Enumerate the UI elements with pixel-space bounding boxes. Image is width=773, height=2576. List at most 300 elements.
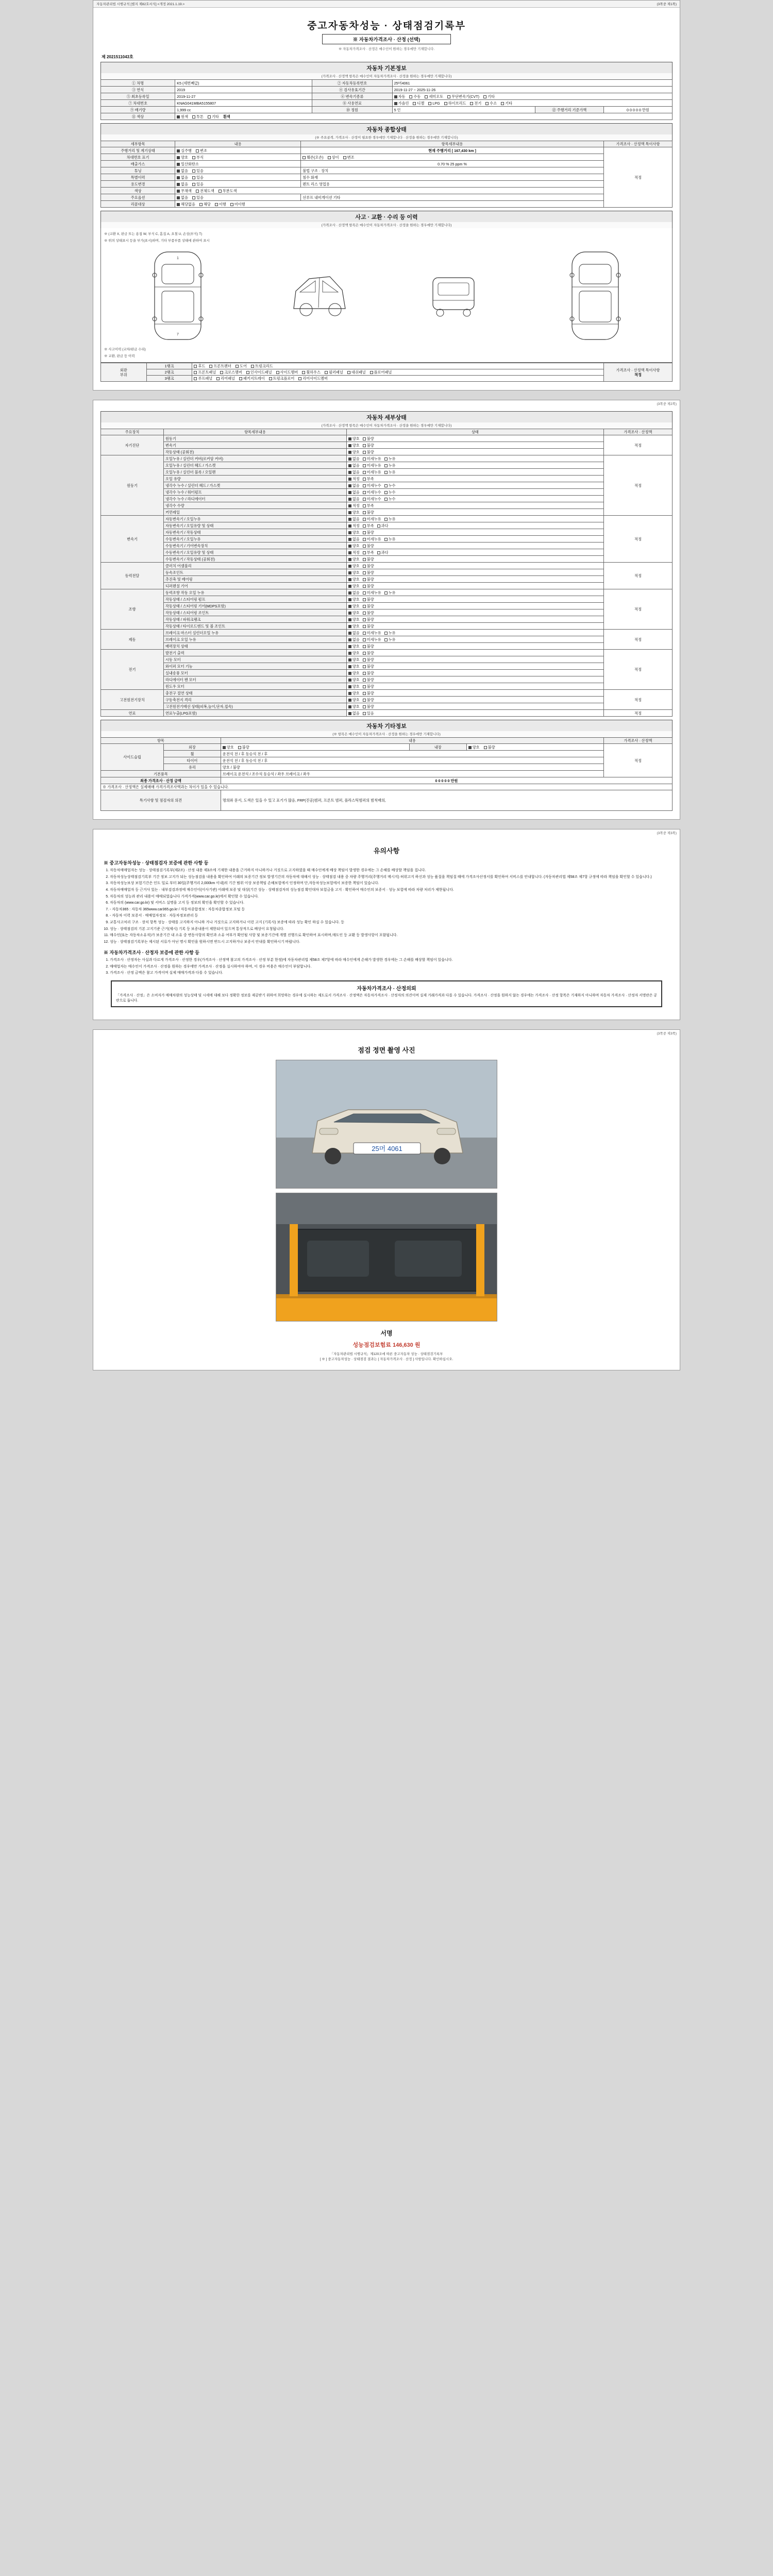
- checkbox-icon[interactable]: [348, 578, 351, 581]
- detail-item-options[interactable]: [346, 623, 603, 630]
- checkbox-icon[interactable]: [363, 451, 366, 454]
- checkbox-icon[interactable]: [363, 538, 366, 541]
- checkbox-icon[interactable]: [348, 551, 351, 554]
- detail-item-options[interactable]: [346, 522, 603, 529]
- checkbox-icon[interactable]: [485, 102, 489, 105]
- checkbox-icon[interactable]: [363, 692, 366, 695]
- checkbox-icon[interactable]: [348, 672, 351, 675]
- checkbox-icon[interactable]: [220, 371, 223, 374]
- detail-item-label: 충전구 절연 상태: [163, 690, 346, 697]
- detail-item-options[interactable]: [346, 589, 603, 596]
- checkbox-icon[interactable]: [363, 585, 366, 588]
- checkbox-icon[interactable]: [363, 518, 366, 521]
- checkbox-icon[interactable]: [363, 531, 366, 534]
- checkbox-icon[interactable]: [348, 511, 351, 514]
- detail-item-options[interactable]: [346, 442, 603, 449]
- checkbox-icon[interactable]: [363, 478, 366, 481]
- detail-item-options[interactable]: [346, 435, 603, 442]
- appraisal-request-title: 자동차가격조사 · 산정의뢰: [357, 986, 416, 992]
- checkbox-icon[interactable]: [363, 658, 366, 662]
- checkbox-icon[interactable]: [348, 558, 351, 561]
- checkbox-icon[interactable]: [413, 102, 416, 105]
- structure-items-2[interactable]: [192, 369, 603, 376]
- table-row: [101, 482, 673, 489]
- checkbox-icon[interactable]: [363, 672, 366, 675]
- checkbox-icon[interactable]: [428, 102, 431, 105]
- checkbox-icon[interactable]: [363, 457, 366, 461]
- checkbox-icon[interactable]: [394, 95, 397, 98]
- detail-item-options[interactable]: [346, 502, 603, 509]
- opt-label: 양호: [352, 643, 360, 649]
- detail-item-options[interactable]: [346, 496, 603, 502]
- checkbox-icon[interactable]: [384, 464, 388, 467]
- detail-item-options[interactable]: [346, 663, 603, 670]
- checkbox-icon[interactable]: [348, 652, 351, 655]
- checkbox-icon[interactable]: [363, 665, 366, 668]
- opt-label: 부족: [366, 523, 374, 528]
- table-row: [101, 583, 673, 589]
- vehicle-front-photo-illustration: [276, 1060, 497, 1189]
- detail-item-label: 윈도우 모터: [163, 683, 346, 690]
- detail-item-options[interactable]: [346, 697, 603, 703]
- opt-label: 있음: [196, 181, 204, 187]
- checkbox-icon[interactable]: [348, 632, 351, 635]
- checkbox-icon[interactable]: [363, 591, 366, 595]
- checkbox-icon[interactable]: [363, 679, 366, 682]
- detail-item-options[interactable]: [346, 455, 603, 462]
- opt-label: 과다: [381, 523, 389, 528]
- opt-label: 양호: [352, 597, 360, 602]
- checkbox-icon[interactable]: [363, 638, 366, 641]
- notice-1-item: 3. 자동차성능보상 보험기간은 인도 일로 부터 30일(주행거리 2,000km 이내)의 기간 범위 이상 보증책임 손해보험에서 인정하며 단,자동차성능보험에서 보증한 책임이 있습니다.: [110, 881, 673, 886]
- detail-item-options[interactable]: [346, 569, 603, 576]
- detail-group-note-5: 적정: [603, 630, 672, 650]
- checkbox-icon[interactable]: [348, 685, 351, 688]
- opt-label: 트렁크리드: [255, 364, 273, 368]
- checkbox-icon[interactable]: [216, 377, 220, 380]
- detail-item-options[interactable]: [346, 636, 603, 643]
- other-row-0-r2v[interactable]: 양호 불량: [466, 744, 603, 751]
- checkbox-icon[interactable]: [384, 518, 388, 521]
- checkbox-icon[interactable]: [348, 612, 351, 615]
- checkbox-icon[interactable]: [484, 746, 487, 749]
- checkbox-icon[interactable]: [468, 746, 472, 749]
- accident-diagram-area: [100, 228, 673, 363]
- checkbox-icon[interactable]: [348, 692, 351, 695]
- checkbox-icon[interactable]: [348, 451, 351, 454]
- checkbox-icon[interactable]: [384, 638, 388, 641]
- opt-label: 불량: [366, 577, 374, 582]
- form-reference-note: 자동차관리법 시행규칙 [별지 제82호서식] <개정 2021.1.19.>: [96, 3, 185, 6]
- overall-row-5-opts[interactable]: [175, 181, 301, 188]
- detail-band-sub: (가격조사 · 산정액 항목은 매수인이 자동차가격조사 · 산정을 원하는 경우에만 기재합니다): [100, 422, 673, 429]
- checkbox-icon[interactable]: [348, 605, 351, 608]
- other-basic-value: 브레이크 운전석 / 조수석 동승석 / 좌우 브레이크 / 좌우: [221, 771, 603, 777]
- overall-row-0-opts[interactable]: [175, 147, 301, 154]
- checkbox-icon[interactable]: [348, 545, 351, 548]
- opt-label: 없음: [352, 516, 360, 521]
- checkbox-icon[interactable]: [447, 95, 450, 98]
- checkbox-icon[interactable]: [363, 598, 366, 601]
- opt-label: 없음: [181, 181, 189, 187]
- checkbox-icon[interactable]: [363, 685, 366, 688]
- checkbox-icon[interactable]: [348, 531, 351, 534]
- checkbox-icon[interactable]: [363, 632, 366, 635]
- checkbox-icon[interactable]: [236, 365, 239, 368]
- detail-item-options[interactable]: [346, 509, 603, 516]
- checkbox-icon[interactable]: [363, 545, 366, 548]
- detail-item-options[interactable]: [346, 462, 603, 469]
- overall-row-6-opts[interactable]: [175, 188, 604, 194]
- color-options[interactable]: [175, 113, 673, 120]
- checkbox-icon[interactable]: [177, 196, 180, 199]
- checkbox-icon[interactable]: [343, 156, 346, 159]
- checkbox-icon[interactable]: [363, 578, 366, 581]
- checkbox-icon[interactable]: [363, 498, 366, 501]
- checkbox-icon[interactable]: [363, 558, 366, 561]
- detail-item-options[interactable]: [346, 476, 603, 482]
- checkbox-icon[interactable]: [348, 538, 351, 541]
- checkbox-icon[interactable]: [199, 203, 203, 206]
- checkbox-icon[interactable]: [394, 102, 397, 105]
- opt-label: 전체도색: [200, 188, 214, 193]
- other-band: 자동차 기타정보: [100, 720, 673, 731]
- checkbox-icon[interactable]: [363, 511, 366, 514]
- opt-label: 이행: [219, 201, 226, 207]
- other-row-0-v[interactable]: 양호 불량: [221, 744, 409, 751]
- checkbox-icon[interactable]: [192, 176, 195, 179]
- checkbox-icon[interactable]: [348, 712, 351, 715]
- detail-item-options[interactable]: [346, 482, 603, 489]
- detail-item-options[interactable]: [346, 469, 603, 476]
- basic-label-4: ④ 검사유효기간: [312, 87, 392, 93]
- checkbox-icon[interactable]: [363, 612, 366, 615]
- checkbox-icon[interactable]: [302, 371, 305, 374]
- checkbox-icon[interactable]: [363, 645, 366, 648]
- checkbox-icon[interactable]: [348, 638, 351, 641]
- detail-item-options[interactable]: [346, 449, 603, 455]
- page-title: 중고자동차성능 · 상태점검기록부: [307, 21, 466, 31]
- detail-item-options[interactable]: [346, 656, 603, 663]
- opt-label: 불량: [366, 570, 374, 575]
- checkbox-icon[interactable]: [239, 377, 242, 380]
- detail-item-label: 오일누유 / 실린더 커버(로커암 커버): [163, 455, 346, 462]
- detail-item-options[interactable]: [346, 609, 603, 616]
- table-row: [101, 690, 673, 697]
- checkbox-icon[interactable]: [208, 115, 211, 118]
- opt-label: 없음: [181, 168, 189, 173]
- checkbox-icon[interactable]: [177, 176, 180, 179]
- checkbox-icon[interactable]: [192, 183, 195, 186]
- checkbox-icon[interactable]: [348, 478, 351, 481]
- checkbox-icon[interactable]: [177, 149, 180, 152]
- checkbox-icon[interactable]: [384, 457, 388, 461]
- opt-label: 불량: [366, 684, 374, 689]
- page-4-corner-note: (3쪽중 제3쪽): [657, 1031, 677, 1036]
- detail-item-options[interactable]: [346, 616, 603, 623]
- overall-row-8-opts[interactable]: [175, 201, 604, 208]
- opt-label: 없음: [181, 175, 189, 180]
- structure-items-1[interactable]: [192, 363, 603, 369]
- checkbox-icon[interactable]: [348, 471, 351, 474]
- checkbox-icon[interactable]: [384, 491, 388, 494]
- detail-item-label: 냉각수 수량: [163, 502, 346, 509]
- checkbox-icon[interactable]: [219, 190, 222, 193]
- checkbox-icon[interactable]: [192, 156, 195, 159]
- checkbox-icon[interactable]: [384, 538, 388, 541]
- checkbox-icon[interactable]: [384, 498, 388, 501]
- table-row: [101, 489, 673, 496]
- detail-item-label: 와이퍼 모터 기능: [163, 663, 346, 670]
- checkbox-icon[interactable]: [348, 699, 351, 702]
- detail-item-options[interactable]: [346, 670, 603, 676]
- color-value: 흰색: [223, 114, 230, 119]
- checkbox-icon[interactable]: [348, 491, 351, 494]
- checkbox-icon[interactable]: [348, 484, 351, 487]
- overall-row-1-opts[interactable]: [175, 154, 301, 161]
- basic-label-5: ⑤ 최초등록일: [101, 93, 175, 100]
- opt-label: 없음: [352, 590, 360, 595]
- checkbox-icon[interactable]: [177, 183, 180, 186]
- checkbox-icon[interactable]: [196, 149, 199, 152]
- page-4: [93, 1029, 680, 1371]
- checkbox-icon[interactable]: [384, 632, 388, 635]
- table-row: [101, 188, 673, 194]
- checkbox-icon[interactable]: [348, 665, 351, 668]
- detail-item-options[interactable]: [346, 549, 603, 556]
- opt-label: 없음: [352, 710, 360, 716]
- table-row: [101, 744, 673, 751]
- detail-item-options[interactable]: [346, 529, 603, 536]
- checkbox-icon[interactable]: [425, 95, 428, 98]
- checkbox-icon[interactable]: [348, 504, 351, 507]
- checkbox-icon[interactable]: [347, 371, 350, 374]
- checkbox-icon[interactable]: [348, 585, 351, 588]
- notice-list-1: [110, 868, 673, 945]
- checkbox-icon[interactable]: [348, 625, 351, 628]
- page-3-corner-note: (3쪽중 제3쪽): [657, 832, 677, 835]
- checkbox-icon[interactable]: [348, 645, 351, 648]
- checkbox-icon[interactable]: [177, 170, 180, 173]
- checkbox-icon[interactable]: [363, 471, 366, 474]
- checkbox-icon[interactable]: [269, 377, 272, 380]
- mileage-base-label: ⑫ 주행거리 기준가액: [535, 107, 603, 113]
- opt-label: 불량: [366, 623, 374, 629]
- transmission-options[interactable]: [392, 93, 672, 100]
- checkbox-icon[interactable]: [348, 571, 351, 574]
- checkbox-icon[interactable]: [363, 524, 366, 528]
- checkbox-icon[interactable]: [325, 371, 328, 374]
- checkbox-icon[interactable]: [194, 371, 197, 374]
- opt-label: 루프패널: [198, 376, 213, 381]
- checkbox-icon[interactable]: [384, 484, 388, 487]
- opt-label: 미이행: [234, 201, 245, 207]
- checkbox-icon[interactable]: [348, 518, 351, 521]
- checkbox-icon[interactable]: [246, 371, 249, 374]
- notice-title: 유의사항: [373, 847, 400, 855]
- checkbox-icon[interactable]: [348, 464, 351, 467]
- detail-item-options[interactable]: [346, 603, 603, 609]
- opt-label: 미세누유: [366, 637, 381, 642]
- detail-item-options[interactable]: [346, 583, 603, 589]
- checkbox-icon[interactable]: [348, 498, 351, 501]
- checkbox-icon[interactable]: [483, 95, 486, 98]
- checkbox-icon[interactable]: [363, 504, 366, 507]
- opt-label: 불량: [366, 617, 374, 622]
- checkbox-icon[interactable]: [384, 471, 388, 474]
- other-row-0-r2l: 내장: [409, 744, 466, 751]
- checkbox-icon[interactable]: [192, 115, 195, 118]
- checkbox-icon[interactable]: [363, 444, 366, 447]
- checkbox-icon[interactable]: [363, 625, 366, 628]
- table-row: [101, 462, 673, 469]
- checkbox-icon[interactable]: [328, 156, 331, 159]
- checkbox-icon[interactable]: [363, 705, 366, 708]
- checkbox-icon[interactable]: [363, 699, 366, 702]
- detail-item-options[interactable]: [346, 576, 603, 583]
- checkbox-icon[interactable]: [348, 437, 351, 440]
- opt-label: 세미오토: [429, 94, 444, 99]
- notice-1-item: 10. 성능 · 상태점검의 기본 고지기준 근거(제시) 기록 등 보증내용이 제한되어 있으며 통상적으로 배상이 요청됩니다.: [110, 927, 673, 932]
- checkbox-icon[interactable]: [363, 605, 366, 608]
- checkbox-icon[interactable]: [196, 190, 199, 193]
- overall-row-5-detail: 렌트 리스 영업용: [301, 181, 604, 188]
- checkbox-icon[interactable]: [177, 156, 180, 159]
- overall-row-4-opts[interactable]: [175, 174, 301, 181]
- checkbox-icon[interactable]: [363, 618, 366, 621]
- checkbox-icon[interactable]: [348, 524, 351, 528]
- checkbox-icon[interactable]: [177, 190, 180, 193]
- basic-value-1: K5 (세번째급): [175, 80, 312, 87]
- detail-item-label: 클러치 어셈블리: [163, 563, 346, 569]
- detail-item-options[interactable]: [346, 690, 603, 697]
- opt-label: 기타: [505, 100, 513, 106]
- checkbox-icon[interactable]: [377, 524, 380, 528]
- checkbox-icon[interactable]: [177, 115, 180, 118]
- overall-col-2: 항목세부내용: [301, 141, 604, 147]
- checkbox-icon[interactable]: [501, 102, 504, 105]
- checkbox-icon[interactable]: [363, 565, 366, 568]
- checkbox-icon[interactable]: [192, 170, 195, 173]
- detail-item-options[interactable]: [346, 556, 603, 563]
- checkbox-icon[interactable]: [194, 377, 197, 380]
- checkbox-icon[interactable]: [377, 551, 380, 554]
- table-row: [101, 596, 673, 603]
- checkbox-icon[interactable]: [192, 196, 195, 199]
- detail-item-options[interactable]: [346, 563, 603, 569]
- checkbox-icon[interactable]: [348, 565, 351, 568]
- overall-row-1-detail[interactable]: [301, 154, 604, 161]
- detail-item-options[interactable]: [346, 596, 603, 603]
- checkbox-icon[interactable]: [384, 591, 388, 595]
- detail-item-label: 라디에이터 팬 모터: [163, 676, 346, 683]
- checkbox-icon[interactable]: [348, 598, 351, 601]
- detail-item-options[interactable]: [346, 683, 603, 690]
- checkbox-icon[interactable]: [348, 658, 351, 662]
- checkbox-icon[interactable]: [444, 102, 447, 105]
- opt-label: 없음: [352, 469, 360, 474]
- detail-group-note-1: 적정: [603, 455, 672, 516]
- structure-items-3[interactable]: [192, 376, 603, 382]
- checkbox-icon[interactable]: [177, 163, 180, 166]
- checkbox-icon[interactable]: [223, 746, 226, 749]
- table-row: [101, 522, 673, 529]
- detail-item-label: 등속조인트: [163, 569, 346, 576]
- overall-row-2-opts[interactable]: [175, 161, 301, 167]
- detail-item-options[interactable]: [346, 703, 603, 710]
- opt-label: 가솔린: [398, 100, 409, 106]
- fuel-options[interactable]: [392, 100, 672, 107]
- overall-row-3-opts[interactable]: [175, 167, 301, 174]
- checkbox-icon[interactable]: [348, 618, 351, 621]
- basic-info-table: [100, 79, 673, 120]
- opt-label: 미세누수: [366, 483, 381, 488]
- checkbox-icon[interactable]: [209, 365, 212, 368]
- detail-item-options[interactable]: [346, 630, 603, 636]
- checkbox-icon[interactable]: [348, 591, 351, 595]
- opt-label: 자동: [398, 94, 406, 99]
- checkbox-icon[interactable]: [276, 371, 279, 374]
- opt-label: 프론트펜더: [213, 364, 232, 368]
- detail-item-options[interactable]: [346, 516, 603, 522]
- checkbox-icon[interactable]: [363, 491, 366, 494]
- table-row: [101, 609, 673, 616]
- checkbox-icon[interactable]: [238, 746, 241, 749]
- detail-item-options[interactable]: [346, 543, 603, 549]
- checkbox-icon[interactable]: [251, 365, 254, 368]
- checkbox-icon[interactable]: [298, 377, 301, 380]
- checkbox-icon[interactable]: [363, 652, 366, 655]
- detail-item-options[interactable]: [346, 643, 603, 650]
- detail-item-options[interactable]: [346, 536, 603, 543]
- opt-label: 불량: [366, 664, 374, 669]
- checkbox-icon[interactable]: [363, 712, 366, 715]
- final-price-note: ※ 가격조사 · 산정액은 실제매매 가격가격조사액과는 차이가 있을 수 있습니다.: [101, 784, 673, 790]
- checkbox-icon[interactable]: [470, 102, 473, 105]
- checkbox-icon[interactable]: [370, 371, 373, 374]
- detail-item-options[interactable]: [346, 489, 603, 496]
- opt-label: 후드: [198, 364, 206, 368]
- checkbox-icon[interactable]: [348, 457, 351, 461]
- opt-label: 디젤: [417, 100, 425, 106]
- checkbox-icon[interactable]: [363, 484, 366, 487]
- detail-item-options[interactable]: [346, 650, 603, 656]
- table-row: [101, 455, 673, 462]
- checkbox-icon[interactable]: [215, 203, 218, 206]
- opt-label: 누수: [388, 496, 396, 501]
- detail-item-options[interactable]: [346, 710, 603, 717]
- checkbox-icon[interactable]: [363, 551, 366, 554]
- checkbox-icon[interactable]: [303, 156, 306, 159]
- checkbox-icon[interactable]: [194, 365, 197, 368]
- checkbox-icon[interactable]: [177, 203, 180, 206]
- inspection-fee: [100, 1341, 673, 1349]
- checkbox-icon[interactable]: [363, 464, 366, 467]
- detail-item-options[interactable]: [346, 676, 603, 683]
- checkbox-icon[interactable]: [348, 679, 351, 682]
- table-row: [101, 100, 673, 107]
- checkbox-icon[interactable]: [348, 705, 351, 708]
- checkbox-icon[interactable]: [409, 95, 412, 98]
- detail-item-label: 수동변속기 / 작동상태 (공회전): [163, 556, 346, 563]
- checkbox-icon[interactable]: [348, 444, 351, 447]
- inspection-fee-label: 성능점검보험료: [352, 1342, 391, 1348]
- mileage-base-value: 0 0 0 0 0 만원: [603, 107, 672, 113]
- checkbox-icon[interactable]: [363, 437, 366, 440]
- overall-row-7-opts[interactable]: [175, 194, 301, 201]
- checkbox-icon[interactable]: [363, 571, 366, 574]
- checkbox-icon[interactable]: [230, 203, 233, 206]
